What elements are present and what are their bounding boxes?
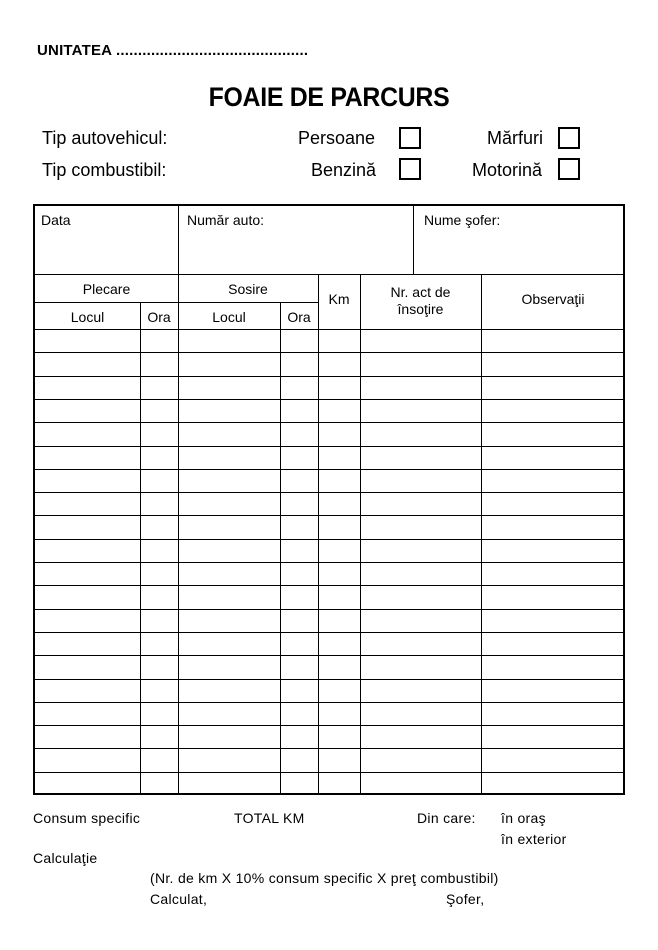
- table-row: [35, 469, 625, 470]
- document-header: Nr. act de însoţire: [390, 284, 451, 317]
- table-row: [35, 539, 625, 540]
- table-row: [35, 748, 625, 749]
- table-row: [35, 376, 625, 377]
- remarks-header: Observaţii: [521, 291, 585, 307]
- arrival-hour-header: Ora: [287, 309, 311, 325]
- table-row: [35, 352, 625, 353]
- vehicle-type-label: Tip autovehicul:: [42, 128, 168, 148]
- table-row: [35, 446, 625, 447]
- date-field[interactable]: Data: [41, 212, 71, 228]
- page-title: FOAIE DE PARCURS: [208, 82, 450, 112]
- table-row: [35, 562, 625, 563]
- driver-signature-label: Şofer,: [446, 891, 485, 907]
- diesel-label: Motorină: [472, 160, 543, 180]
- table-row: [35, 702, 625, 703]
- departure-place-header: Locul: [70, 309, 105, 325]
- table-row: [35, 492, 625, 493]
- table-row: [35, 632, 625, 633]
- table-row: [35, 655, 625, 656]
- total-km-label: TOTAL KM: [234, 810, 305, 826]
- persons-checkbox[interactable]: [399, 127, 421, 149]
- consumption-label: Consum specific: [33, 810, 141, 826]
- of-which-label: Din care:: [417, 810, 476, 826]
- diesel-checkbox[interactable]: [558, 158, 580, 180]
- persons-label: Persoane: [298, 128, 376, 148]
- table-row: [35, 609, 625, 610]
- fuel-type-label: Tip combustibil:: [42, 160, 167, 180]
- goods-label: Mărfuri: [487, 128, 544, 148]
- table-row: [35, 679, 625, 680]
- table-row: [35, 725, 625, 726]
- plate-number-field[interactable]: Număr auto:: [187, 212, 265, 228]
- table-row: [35, 422, 625, 423]
- departure-hour-header: Ora: [147, 309, 171, 325]
- calculated-signature-label: Calculat,: [150, 891, 208, 907]
- arrival-header: Sosire: [228, 281, 268, 297]
- departure-header: Plecare: [82, 281, 131, 297]
- petrol-label: Benzină: [311, 160, 377, 180]
- table-row: [35, 585, 625, 586]
- petrol-checkbox[interactable]: [399, 158, 421, 180]
- outside-label: în exterior: [501, 831, 567, 847]
- city-label: în oraş: [501, 810, 546, 826]
- table-row: [35, 772, 625, 773]
- driver-name-field[interactable]: Nume şofer:: [424, 212, 501, 228]
- trip-log-table: [33, 204, 625, 795]
- formula-text: (Nr. de km X 10% consum specific X preţ combustibil): [150, 870, 499, 886]
- table-row: [35, 515, 625, 516]
- arrival-place-header: Locul: [212, 309, 246, 325]
- km-header: Km: [328, 291, 350, 307]
- table-row: [35, 399, 625, 400]
- goods-checkbox[interactable]: [558, 127, 580, 149]
- calculation-label: Calculaţie: [33, 850, 98, 866]
- unit-field: UNITATEA ............................................: [37, 42, 309, 59]
